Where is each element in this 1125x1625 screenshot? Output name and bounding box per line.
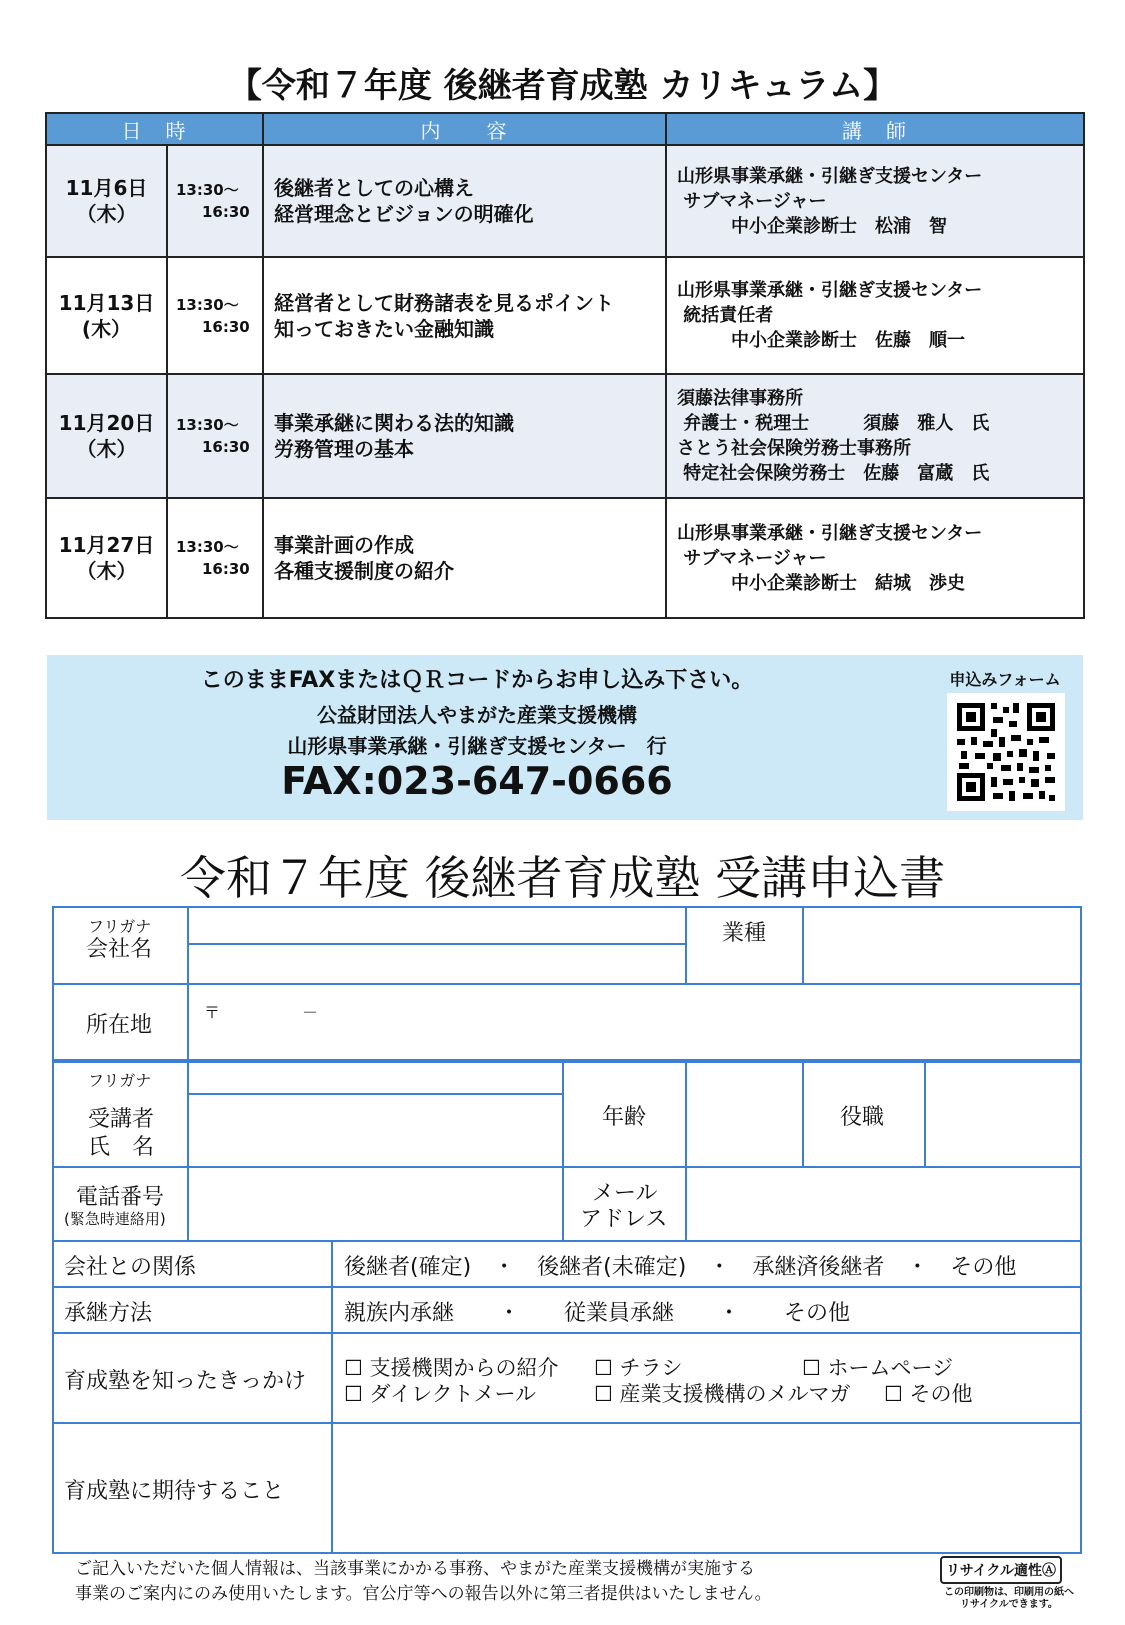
postal-mark: 〒 [204, 1003, 221, 1022]
session-time: 13:30〜 16:30 [167, 257, 263, 374]
form-title: 令和７年度 後継者育成塾 受講申込書 [179, 851, 946, 905]
furigana-label: フリガナ [88, 917, 152, 936]
fax-band [47, 655, 1083, 820]
furigana-label: フリガナ [88, 1071, 152, 1090]
curriculum-row [46, 257, 1084, 374]
curriculum-row [46, 374, 1084, 498]
recycle-badge: リサイクル適性Ⓐ [940, 1556, 1062, 1584]
succession-method-label: 承継方法 [64, 1301, 153, 1326]
fax-center: 山形県事業承継・引継ぎ支援センター 行 [287, 734, 667, 758]
expectation-label: 育成塾に期待すること [64, 1479, 285, 1504]
session-time: 13:30〜 16:30 [167, 145, 263, 257]
session-date: 11月6日 （木） [46, 145, 167, 257]
trigger-checkbox[interactable]: ☐ 支援機関からの紹介 [344, 1356, 559, 1380]
trigger-label: 育成塾を知ったきっかけ [64, 1369, 307, 1394]
session-lecturer: 須藤法律事務所 弁護士・税理士 須藤 雅人 氏 さとう社会保険労務士事務所 特定社会保険労務士 佐藤 富蔵 氏 [666, 374, 1084, 498]
header-lecturer: 講 師 [666, 113, 1084, 145]
qr-section [940, 667, 1070, 814]
position-label: 役職 [840, 1105, 885, 1130]
application-form [52, 906, 1082, 1554]
header-content: 内 容 [263, 113, 666, 145]
trainee-name-label: 受講者 [88, 1107, 155, 1132]
age-label: 年齢 [602, 1105, 647, 1130]
session-date: 11月20日 （木） [46, 374, 167, 498]
curriculum-row [46, 145, 1084, 257]
trigger-checkbox[interactable]: ☐ 産業支援機構のメルマガ [594, 1382, 851, 1406]
email-label2: アドレス [580, 1207, 668, 1232]
header-datetime: 日 時 [46, 113, 263, 145]
trigger-checkbox[interactable]: ☐ その他 [884, 1382, 973, 1406]
curriculum-header-row [46, 113, 1084, 145]
trainee-name-label2: 氏 名 [88, 1135, 155, 1160]
phone-label: 電話番号 [76, 1185, 165, 1210]
session-date: 11月13日 (木） [46, 257, 167, 374]
recycle-note: この印刷物は、印刷用の紙へ リサイクルできます。 [944, 1587, 1074, 1610]
qr-code-icon[interactable] [947, 693, 1065, 811]
address-label: 所在地 [86, 1013, 153, 1038]
trigger-checkbox[interactable]: ☐ ダイレクトメール [344, 1382, 537, 1406]
session-content: 事業計画の作成 各種支援制度の紹介 [263, 498, 666, 618]
session-content: 事業承継に関わる法的知識 労務管理の基本 [263, 374, 666, 498]
session-content: 経営者として財務諸表を見るポイント 知っておきたい金融知識 [263, 257, 666, 374]
qr-label: 申込みフォーム [949, 670, 1061, 689]
trigger-checkbox[interactable]: ☐ ホームページ [802, 1356, 954, 1380]
session-lecturer: 山形県事業承継・引継ぎ支援センター 統括責任者 中小企業診断士 佐藤 順一 [666, 257, 1084, 374]
email-label: メール [592, 1181, 658, 1206]
session-time: 13:30〜 16:30 [167, 374, 263, 498]
fax-number: FAX:023-647-0666 [281, 759, 673, 803]
trigger-checkbox[interactable]: ☐ チラシ [594, 1356, 683, 1380]
recycle-mark [940, 1556, 1078, 1611]
fax-organization: 公益財団法人やまがた産業支援機構 [317, 703, 637, 727]
industry-label: 業種 [722, 921, 767, 946]
session-content: 後継者としての心構え 経営理念とビジョンの明確化 [263, 145, 666, 257]
curriculum-row [46, 498, 1084, 618]
relation-label: 会社との関係 [64, 1255, 197, 1280]
postal-dash: － [302, 1003, 319, 1022]
session-date: 11月27日 （木） [46, 498, 167, 618]
relation-options[interactable]: 後継者(確定) ・ 後継者(未確定) ・ 承継済後継者 ・ その他 [344, 1255, 1017, 1280]
succession-method-options[interactable]: 親族内承継 ・ 従業員承継 ・ その他 [344, 1301, 851, 1326]
curriculum-table [45, 112, 1085, 619]
session-lecturer: 山形県事業承継・引継ぎ支援センター サブマネージャー 中小企業診断士 結城 渉史 [666, 498, 1084, 618]
fax-instruction: このままFAXまたはＱＲコードからお申し込み下さい。 [200, 668, 754, 693]
session-lecturer: 山形県事業承継・引継ぎ支援センター サブマネージャー 中小企業診断士 松浦 智 [666, 145, 1084, 257]
session-time: 13:30〜 16:30 [167, 498, 263, 618]
curriculum-title: 【令和７年度 後継者育成塾 カリキュラム】 [227, 66, 898, 106]
company-label: 会社名 [86, 937, 153, 962]
privacy-note: ご記入いただいた個人情報は、当該事業にかかる事務、やまがた産業支援機構が実施する 事業のご案内にのみ使用いたします。官公庁等への報告以外に第三者提供はいたしません。 [75, 1559, 772, 1604]
phone-note: (緊急時連絡用) [64, 1210, 166, 1228]
